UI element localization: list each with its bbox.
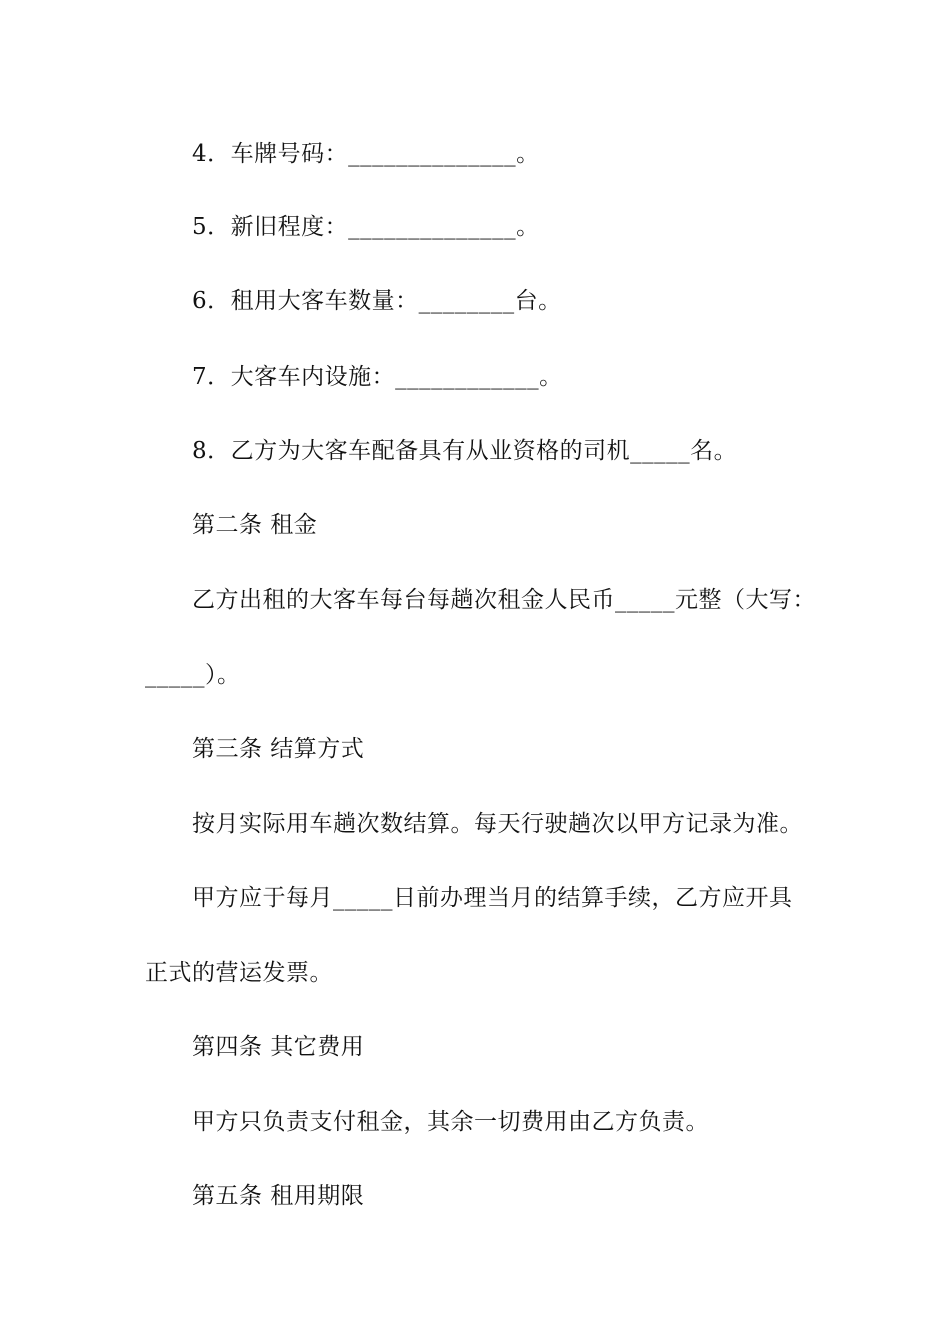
item-6-bus-quantity: 6．租用大客车数量：________台。 (192, 288, 562, 314)
article-2-heading: 第二条 租金 (192, 512, 318, 538)
item-8-drivers: 8．乙方为大客车配备具有从业资格的司机_____名。 (192, 438, 738, 464)
article-4-paragraph: 甲方只负责支付租金，其余一切费用由乙方负责。 (192, 1109, 709, 1135)
item-4-license-plate: 4．车牌号码：______________。 (192, 141, 540, 167)
item-5-condition: 5．新旧程度：______________。 (192, 214, 540, 240)
article-3-paragraph-2-continued: 正式的营运发票。 (145, 960, 333, 986)
article-2-paragraph-continued: _____）。 (145, 662, 241, 688)
article-3-paragraph-2: 甲方应于每月_____日前办理当月的结算手续，乙方应开具 (192, 885, 793, 911)
article-4-heading: 第四条 其它费用 (192, 1034, 365, 1060)
article-3-paragraph-1: 按月实际用车趟次数结算。每天行驶趟次以甲方记录为准。 (192, 811, 803, 837)
article-3-heading: 第三条 结算方式 (192, 736, 365, 762)
article-5-heading: 第五条 租用期限 (192, 1183, 365, 1209)
item-7-bus-facilities: 7．大客车内设施：____________。 (192, 364, 563, 390)
article-2-paragraph: 乙方出租的大客车每台每趟次租金人民币_____元整（大写： (192, 587, 816, 613)
